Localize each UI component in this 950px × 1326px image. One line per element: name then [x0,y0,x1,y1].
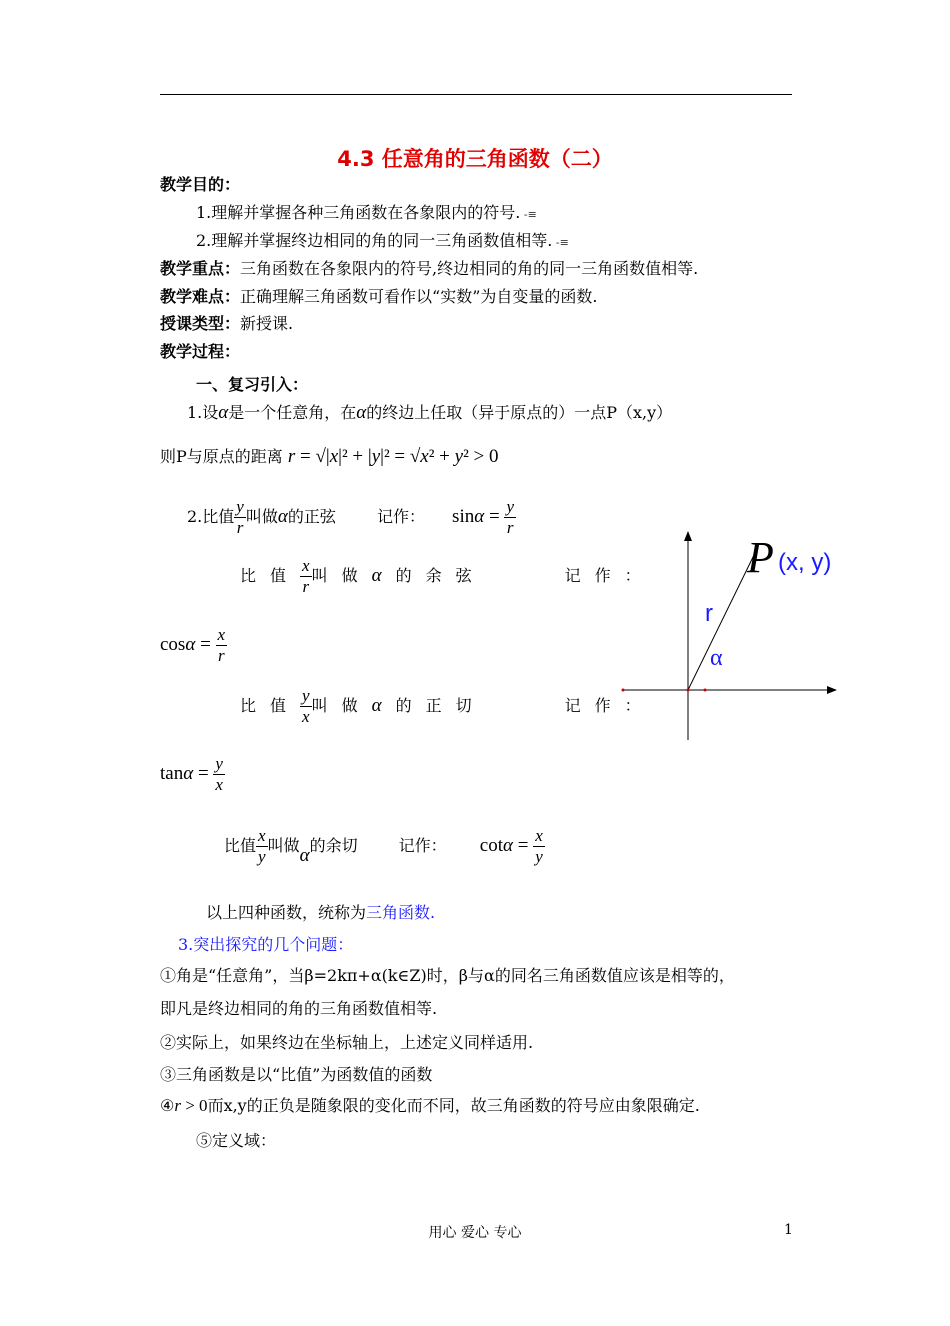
page-number: 1 [784,1222,793,1238]
point-p-label: P [747,533,774,582]
sine-def: 2.比值 $\frac{y}{r}$ 叫做α的正弦 记作： sinα = $\frac{y}{r}$ [187,497,514,538]
question-4: ④r > 0而x,y的正负是随象限的变化而不同，故三角函数的符号应由象限确定. [160,1096,700,1115]
difficulty: 教学难点：正确理解三角函数可看作以“实数”为自变量的函数. [160,287,598,306]
origin-dot [687,689,690,692]
question-1a: ①角是“任意角”，当β=2kπ+α(k∈Z)时，β与α的同名三角函数值应该是相等的， [160,966,735,985]
distance-line: 则P与原点的距离 r = √|x|² + |y|² = √x² + y² > 0 [160,446,499,467]
question-1b: 即凡是终边相同的角的三角函数值相等. [160,999,438,1018]
distance-formula: r = √|x|² + |y|² = √x² + y² > 0 [287,446,499,467]
tangent-formula: tanα = $\frac{y}{x}$ [160,754,223,794]
footer-slogan: 用心 爱心 专心 [428,1225,522,1241]
angle-label: α [710,645,723,671]
objective-2: 2.理解并掌握终边相同的角的同一三角函数值相等. -≡ [196,231,569,250]
cosine-formula: cosα = $\frac{x}{r}$ [160,625,226,665]
question-5: ⑤定义域： [196,1131,277,1150]
question-2: ②实际上，如果终边在坐标轴上，上述定义同样适用. [160,1033,534,1052]
page-title: 4.3 任意角的三角函数（二） [337,147,613,171]
cotangent-def: 比值 $\frac{x}{y}$ 叫做α的余切 记作： cotα = $\frac{x}{y}$ [224,826,543,867]
point-coords-label: (x, y) [778,549,832,576]
process-label: 教学过程： [160,342,241,361]
header-rule [160,94,792,95]
radius-label: r [705,600,713,627]
objective-1: 1.理解并掌握各种三角函数在各象限内的符号. -≡ [196,203,537,222]
para-1: 1.设α是一个任意角，在α的终边上任取（异于原点的）一点P（x,y） [187,402,673,423]
marker-dot [622,689,625,692]
y-axis-arrow [684,531,692,541]
x-axis-arrow [827,686,837,694]
key-point: 教学重点：三角函数在各象限内的符号,终边相同的角的同一三角函数值相等. [160,259,699,278]
lesson-type: 授课类型：新授课. [160,314,294,333]
objectives-label: 教学目的： [160,175,241,194]
cosine-def: 比值 $\frac{x}{r}$ 叫做α的余弦 记作： [240,556,655,596]
tangent-def: 比值 $\frac{y}{x}$ 叫做α的正切 记作： [240,686,655,726]
section-1-heading: 一、复习引入： [196,375,309,394]
section-3-heading: 3.突出探究的几个问题： [178,935,354,954]
question-3: ③三角函数是以“比值”为函数值的函数 [160,1065,433,1084]
coordinate-diagram [615,525,845,745]
summary: 以上四种函数，统称为三角函数. [206,903,436,922]
marker-dot [704,689,707,692]
